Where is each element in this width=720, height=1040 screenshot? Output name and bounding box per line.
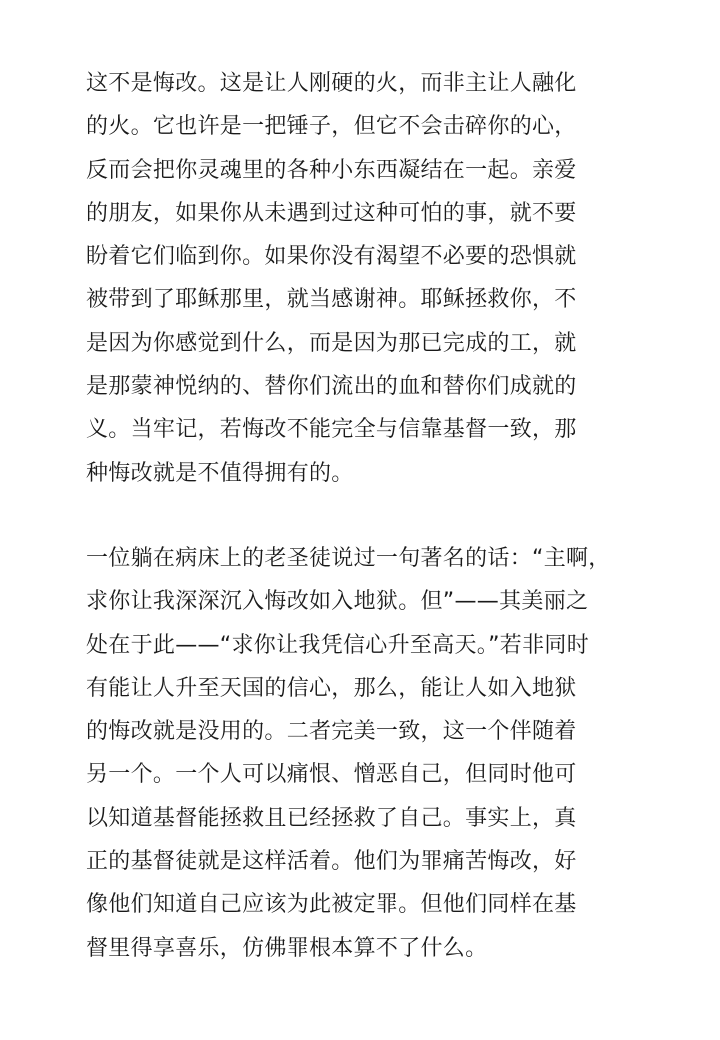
text-line: 以知道基督能拯救且已经拯救了自己。事实上，真 [86,805,577,831]
text-line: 的火。它也许是一把锤子，但它不会击碎你的心， [86,114,577,140]
text-line: 这不是悔改。这是让人刚硬的火，而非主让人融化 [86,71,577,96]
text-line: 督里得享喜乐，仿佛罪根本算不了什么。 [86,935,488,961]
paragraph-2 [86,537,646,970]
text-line: 正的基督徒就是这样活着。他们为罪痛苦悔改，好 [86,849,577,875]
text-line: 盼着它们临到你。如果你没有渴望不必要的恐惧就 [86,244,577,270]
text-line: 种悔改就是不值得拥有的。 [86,460,354,486]
text-line: 是因为你感觉到什么，而是因为那已完成的工，就 [86,330,577,356]
text-line: 义。当牢记，若悔改不能完全与信靠基督一致，那 [86,417,577,443]
text-line: 的悔改就是没用的。二者完美一致，这一个伴随着 [86,719,577,745]
text-line: 处在于此——“求你让我凭信心升至高天。”若非同时 [86,632,589,658]
text-line: 是那蒙神悦纳的、替你们流出的血和替你们成就的 [86,374,577,400]
text-line: 像他们知道自己应该为此被定罪。但他们同样在基 [86,892,577,918]
text-line: 另一个。一个人可以痛恨、憎恶自己，但同时他可 [86,762,577,788]
text-line: 求你让我深深沉入悔改如入地狱。但”——其美丽之 [86,589,589,615]
text-line: 的朋友，如果你从未遇到过这种可怕的事，就不要 [86,200,577,226]
paragraph-1 [86,62,646,495]
text-line: 有能让人升至天国的信心，那么，能让人如入地狱 [86,675,577,701]
text-line: 被带到了耶稣那里，就当感谢神。耶稣拯救你，不 [86,287,577,313]
text-line: 一位躺在病床上的老圣徒说过一句著名的话：“主啊， [86,546,611,571]
text-line: 反而会把你灵魂里的各种小东西凝结在一起。亲爱 [86,157,577,183]
